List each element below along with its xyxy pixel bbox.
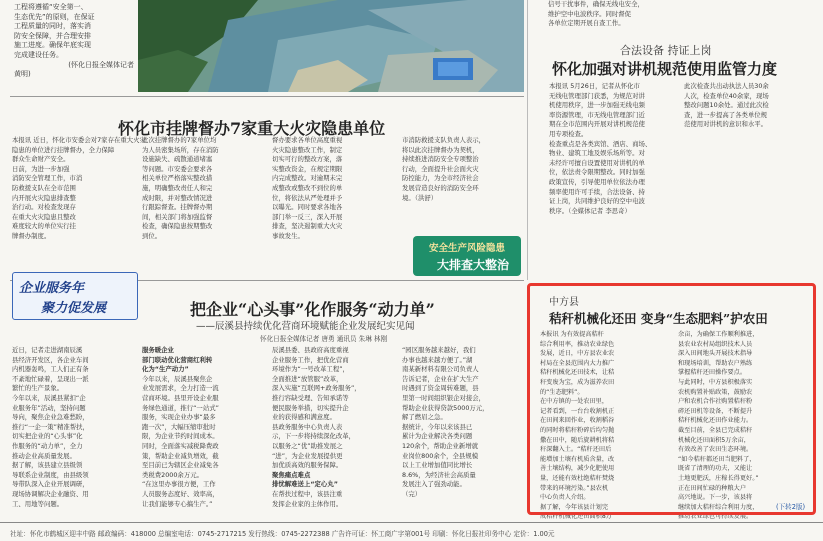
text-line: 政策宣传，引导使用单位依法办理 [549,177,645,186]
text-line: 以上工业增加值同比增长 [402,461,473,470]
text-line: 在田间来回作业，收割稻谷 [540,417,615,425]
text-line: 有效改善了农田生态环境。 [678,446,753,454]
text-line: 秸秆机械化还田技术，让秸 [540,369,615,377]
text-line: 人员服务态度好、效率高， [142,489,219,498]
text-line: 持续推进消防安全专项整治 [402,155,479,164]
text-line: 今年以来，辰溪县紧扣“企 [12,393,86,402]
text-line: （完） [402,489,422,498]
text-line: 各单位定期开展自查工作。 [548,19,625,28]
text-line: 的“生态肥料”。 [540,388,584,396]
text-line: 策，帮助企业减负增效，截 [142,451,219,460]
text-line: 跑一次”，大幅压缩审批时 [142,422,216,431]
column-logo [12,272,138,320]
text-line: 秩序。（全媒体记者 李思奇） [549,206,631,215]
text-line: 成秸秆机械化还田面积8万 [540,513,612,521]
text-line: 牌督办制度。 [12,231,51,240]
text-line: 工、用地等问题。 [12,499,64,508]
text-line: 推行“一企一策”精准帮扶， [12,422,89,431]
text-line: 机使用秩序，进一步加强无线电频 [549,101,645,110]
article-subtitle: ——辰溪县持续优化营商环境赋能企业发展纪实见闻 [196,321,415,332]
text-line: 办事也越来越方便了。”湖 [402,355,473,364]
text-line: 余亩，为确保工作顺利推进， [678,331,759,338]
text-line: 本报讯 近日，怀化市安委会对7家存在重大火灾 [12,136,146,144]
logo-line-2: 聚力促发展 [41,301,107,316]
text-line: 据统计，今年以来该县已 [402,422,473,431]
text-line: 工程将遵循“安全第一、 [14,3,88,11]
text-line: 防救援支队在全市范围 [12,183,76,192]
text-line: 导向，聚焦企业急难愁盼， [12,413,89,422]
text-line: 累计为企业解决各类问题 [402,432,473,441]
text-line: 事故发生。 [272,231,304,240]
text-line: 实整改资金，在规定期限 [272,164,343,173]
text-line: 8.6%，为经济社会高质量 [402,470,476,479]
text-line: “在这里办事很方便，工作 [142,480,216,489]
text-line: “进”，为企业发展提供更 [272,451,343,460]
text-line: 务绿色通道，推行“一站式” [142,403,219,412]
text-line: 部门举一反三，深入开展 [272,212,343,221]
text-line: 土地更肥沃，庄稼长得更好。” [678,474,759,482]
text-line: 整改问题10余处。通过此次检 [684,101,769,110]
text-line: 业岗位800余个，全县规模 [402,451,479,460]
text-line: 发展注入了强劲动能。 [402,480,466,489]
article-kicker: 中方县 [549,297,579,308]
text-line: 无线电管理部门获悉，为规范对讲 [549,91,645,100]
text-line: 证上岗，共同维护良好的空中电波 [549,197,645,206]
text-line: 消防安全管理工作，市消 [12,174,83,183]
text-line: 户和农机合作社购置秸秆粉 [678,398,753,406]
article-kicker: 合法设备 持证上岗 [620,44,712,57]
text-line: 查，进一步提高了各类单位规 [684,110,768,119]
supervision-col-1 [549,82,677,278]
text-line: 便民服务举措，切实提升企 [272,403,349,412]
text-line: 掌握秸秆还田操作要点。 [678,369,747,377]
text-line: 火灾隐患整改工作，制定 [272,145,343,154]
text-line: 难度较大的单位实行挂 [12,222,76,231]
text-line: 用专项检查。 [549,129,588,138]
text-line: 既省了清理的功夫，又能让 [678,465,753,473]
text-line: 中心负责人介绍。 [540,494,590,502]
logo-line-1: 企业服务年 [19,281,85,296]
text-line: 的同时将秸秆粉碎后均匀抛 [540,426,615,434]
aerial-photo [138,0,524,92]
text-line: 市消防救援支队负责人表示， [402,136,486,144]
text-line: 善土壤结构，减少化肥使用 [540,465,615,473]
text-line: 成时限，并对整改情况进 [142,193,213,202]
text-line: 成整改或整改不到位的单 [272,183,343,192]
campaign-badge [413,236,521,276]
subhead: 服务暖企业 [142,346,174,354]
text-line: 今年以来，辰溪县聚焦企 [142,374,213,383]
text-line: 120余个，帮助企业新增就 [402,441,479,450]
safety-col-4 [402,136,524,236]
text-line: 发展，近日，中方县农业农 [540,350,615,358]
text-line: 施，明确整改责任人和完 [142,183,213,192]
text-line: 发展营造良好的消防安全环 [402,183,479,192]
text-line: 发挥企业家的主体作用。 [272,499,343,508]
text-line: 导带队深入企业开展调研， [12,480,89,489]
text-line: 期在全市范围内开展对讲机规范使 [549,120,645,129]
text-line: 据了解，今年该县计划完 [540,503,609,511]
text-line: 防控能力，为全市经济社会 [402,174,479,183]
text-line: 同时，全面落实减税降费政 [142,441,219,450]
safety-col-1 [12,136,146,276]
text-line: 本报讯 5月26日，记者从怀化市 [549,82,640,90]
text-line: 推动农业绿色可持续发展。 [678,513,753,521]
text-line: 正在田间忙碌的种粮大户 [678,484,747,492]
text-line: 秆变废为宝，成为滋养农田 [540,378,615,386]
text-line: 里第一时间组织银企对接会， [402,393,486,402]
text-line: 深入实施“互联网+政务服务”， [272,384,361,393]
text-line: 防安全保障，并合理安排 [14,31,91,40]
article-title: 把企业“心头事”化作服务“动力单” [190,300,435,319]
text-line: 让我们能够专心搞生产。” [142,499,213,508]
text-line: 现场协调解决企业融资、用 [12,489,89,498]
text-line: 企业服务工作，把优化营商 [272,355,349,364]
text-line: 未经许可擅自设置使用对讲机的单 [549,158,645,167]
text-line: 检查，确保隐患按期整改 [142,222,213,231]
article-title: 秸秆机械化还田 变身“生态肥料”护农田 [549,311,768,326]
river-aerial-image [138,0,524,92]
subhead: 化为“生产动力” [142,365,189,374]
continued-link[interactable]: (下转2版) [776,503,806,511]
text-line: 推行容缺受理、告知承诺等 [272,393,349,402]
enterprise-col-2 [142,346,266,518]
text-line: 带来的环境污染。”县农机 [540,484,609,492]
text-line: 率资源管理，市无线电管理部门近 [549,110,645,119]
text-line: 据了解，该县建立县级领 [12,461,83,470]
supervision-col-2 [684,82,816,278]
text-line: “园区服务越来越好，我们 [402,346,476,354]
text-line: 和现场培训，帮助农户熟练 [678,359,753,367]
article-byline: 怀化日报全媒体记者 唐勇 通讯员 朱琳 林刚 [260,335,388,343]
text-line: 高兴地说。下一步，该县将 [678,494,753,502]
text-line: 不紊地忙碌着，呈现出一派 [12,374,89,383]
text-line: 业的获得感和满意度。 [272,413,336,422]
text-line: 等问题。市安委会要求各 [142,164,213,173]
text-line: 为人员密集场所，存在消防 [142,145,219,154]
text-line [402,500,524,510]
text-line: 物业、建筑工地及娱乐场所等。对 [549,149,645,158]
enterprise-col-3 [272,346,396,518]
text-line: 生态优先”的原则，在保证 [14,12,95,21]
safety-col-2 [142,136,266,276]
text-line: 机械化还田面积5万余亩， [678,436,750,444]
text-line: 切实把企业的“心头事”化 [12,432,83,441]
text-line: 截至目前，全县已完成秸秆 [678,426,753,434]
text-line: 在中方镇的一处农田里， [540,398,609,406]
text-line: 完成建设任务。 [14,50,63,59]
text-line: 营商环境。县里开设企业服 [142,393,219,402]
subhead: 聚焦痛点难点 [272,470,311,479]
text-line: 县政务服务中心负责人表 [272,422,343,431]
text-line: 设施缺失、疏散通道堵塞 [142,155,213,164]
subhead: 排忧解难送上“定心丸” [272,480,338,489]
text-line: 业发展需求，全力打造一流 [142,384,219,393]
enterprise-col-1 [12,346,136,518]
text-line: 加优质高效的服务保障。 [272,461,343,470]
text-line: “如今秸秆都还田当肥料了， [678,455,756,463]
enterprise-col-4 [402,346,524,518]
selection-highlight [527,283,816,515]
text-line: 全面推进“放管服”改革， [272,374,343,383]
text-line: 县农业农村局组织技术人员 [678,340,753,348]
text-line: 县经济开发区，各企业车间 [12,355,89,364]
text-line: 服务，实现企业办事“最多 [142,413,216,422]
article-title: 怀化加强对讲机规范使用监管力度 [552,60,778,78]
text-line: 排查，坚决遏制重大火灾 [272,222,343,231]
text-line: 辰溪县委、县政府高度重视 [272,346,349,354]
text-line: 以曝光。同时要求各地各 [272,203,343,212]
text-line: 间，相关部门将加强监督 [142,212,213,221]
text-line: 近日，记者走进湖南辰溪 [12,346,83,354]
text-line: 示，下一步将持续深化改革， [272,432,356,441]
text-line: 综合利用率，推动农业绿色 [540,340,615,348]
text-line: 限，为企业节约时间成本。 [142,432,219,441]
text-line: 督办要求各单位高度重视 [272,136,343,144]
text-line: 时遇到了资金周转难题，县 [402,384,479,393]
text-line: 本报讯 为有效提高秸秆 [540,331,604,338]
text-line: 内完成整改。对逾期未完 [272,174,343,183]
text-line: 信号干扰事件，确保无线电安全， [548,0,644,8]
text-line: 能增加土壤有机质含量，改 [540,455,615,463]
text-line: 境。（洪舒） [402,193,438,202]
text-line: 将以此次挂牌督办为契机， [402,145,479,154]
text-line: 量，还能有效杜绝秸秆焚烧 [540,474,615,482]
text-line: 记者看到，一台台收割机正 [540,407,615,415]
text-line: 村局在全县范围内大力推广 [540,359,615,367]
text-line: 与此同时，中方县积极落实 [678,378,753,386]
section-rule [10,96,524,97]
text-line: 日前，为进一步加强 [12,164,70,173]
text-line: 繁忙的生产景象。 [12,384,64,393]
text-line: 施工进度。确保年底实现 [14,41,91,50]
text-line: 行跟踪督查。挂牌督办期 [142,203,213,212]
text-line: 在帮扶过程中，该县注重 [272,489,343,498]
text-line: 推动企业高质量发展。 [12,451,76,460]
top-left-column [14,2,134,82]
badge-line-2: 大排查大整治 [437,258,510,272]
text-line: 作服务的“动力单”，全力 [12,441,83,450]
text-line: 频率使用许可手续，合法设备、持 [549,187,645,196]
text-line: 深入田间地头开展技术指导 [678,350,753,358]
text-line: 告诉记者，企业在扩大生产 [402,374,479,383]
text-line: 撒在田中，随后旋耕机将秸 [540,436,615,444]
text-line: 范使用对讲机的意识和水平。 [684,120,768,129]
byline: (怀化日报全媒体记者 [68,60,134,69]
text-line: 到位。 [142,231,162,240]
text-line: 检查重点是各类宾馆、酒店、商场、 [549,139,652,148]
text-line: 秆深翻入土。“秸秆还田后 [540,446,612,454]
text-line: 行动，全面提升社会面火灾 [402,164,479,173]
text-line: 农机购置补贴政策，鼓励农 [678,388,753,396]
safety-col-3 [272,136,396,276]
text-line: 南某新材料有限公司负责人 [402,365,479,374]
text-line: 隐患的单位进行挂牌督办，全力保障 [12,145,115,154]
text-line: 内开展火灾隐患排查整 [12,193,76,202]
text-line: 环境作为“一号改革工程”， [272,365,349,374]
text-line: 解了燃眉之急。 [402,413,447,422]
text-line: 以服务之“优”助推发展之 [272,441,343,450]
text-line: 维护空中电波秩序。同时督促 [548,9,632,18]
text-line: 碎还田机等设备，不断提升 [678,407,753,415]
text-line: 相关单位严格落实整改措 [142,174,213,183]
text-line: 位，将依法从严处理并予 [272,193,343,202]
text-line: 类税费2000余万元。 [142,470,203,479]
text-line: 导联系企业制度，由县级领 [12,470,89,479]
badge-line-1: 安全生产风险隐患 [429,243,506,254]
text-line: 人次，检查单位40余家，现场 [684,91,769,100]
article-title: 怀化市挂牌督办7家重大火灾隐患单位 [118,119,386,138]
text-line: 此次检查共出动执法人员30余 [684,82,769,90]
text-line: 帮助企业获得贷款5000万元， [402,403,489,412]
right-top-column [548,0,818,36]
text-line: 至目前已为辖区企业减免各 [142,461,219,470]
text-line: 切实可行的整改方案，落 [272,155,343,164]
column-divider [527,0,528,280]
text-line: 内机器轰鸣，工人们正有条 [12,365,89,374]
text-line: 继续加大秸秆综合利用力度， [678,503,759,511]
text-line: 工程质量的同时，落实消 [14,22,91,31]
text-line: 此次挂牌督办的7家单位均 [142,136,217,144]
text-line: 治行动。对检查发现存 [12,203,76,212]
byline: 黄明) [14,70,31,79]
subhead: 部门联动优化营商红利转 [142,355,213,364]
text-line: 群众生命财产安全。 [12,155,70,164]
text-line: 位，依法责令限期整改。同时加强 [549,168,645,177]
text-line: 业服务年”活动，坚持问题 [12,403,86,412]
text-line: 秸秆机械化还田作业能力。 [678,417,753,425]
page-footer: 社址：怀化市鹤城区迎丰中路 邮政编码：418000 总编室电话：0745-2717215 发行热线：0745-2272388 广告许可证：怀工商广字第001号 印刷：怀化日报社印务中心 定价：1.00元 [0,522,823,541]
text-line: 在重大火灾隐患且整改 [12,212,76,221]
